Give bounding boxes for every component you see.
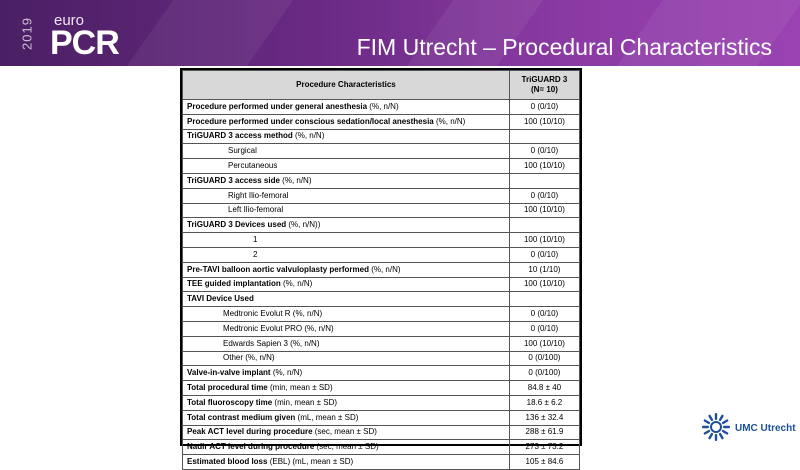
table-header-row [183,71,580,100]
table-row [183,307,580,322]
table-row [183,440,580,455]
row-label [183,247,510,262]
row-value [509,292,579,307]
row-label-note: (%, n/N) [279,175,312,185]
europcr-logo [8,6,128,62]
row-label [183,381,510,396]
table-row [183,292,580,307]
row-label-bold: Procedure performed under conscious sedation/local anesthesia [187,116,434,126]
row-label-note: Other (%, n/N) [223,353,275,363]
table-row [183,129,580,144]
row-label-note: Medtronic Evolut R (%, n/N) [223,309,323,319]
table-row [183,410,580,425]
row-label-note: (%, n/N) [280,279,313,289]
procedure-table [182,70,580,470]
row-label-note: (%, n/N)) [286,220,321,230]
table-row [183,247,580,262]
table-row [183,100,580,115]
row-value: 0 (0/10) [509,321,579,336]
row-value: 100 (10/10) [509,114,579,129]
row-value: 0 (0/10) [509,247,579,262]
row-label-note: 1 [253,235,258,245]
row-value: 105 ± 84.6 [509,455,579,470]
row-label-bold: Total contrast medium given [187,412,296,422]
row-label [183,144,510,159]
table-row [183,188,580,203]
row-label [183,218,510,233]
row-label-bold: Nadir ACT level during procedure [187,442,315,452]
row-value: 0 (0/10) [509,188,579,203]
row-value: 100 (10/10) [509,233,579,248]
table-row [183,336,580,351]
table-body [183,100,580,470]
row-value: 100 (10/10) [509,277,579,292]
row-value: 0 (0/10) [509,307,579,322]
table-row [183,395,580,410]
umc-sun-icon [702,413,730,441]
logo-pcr: PCR [50,24,119,62]
row-label [183,321,510,336]
row-label [183,351,510,366]
logo-euro: euro [54,12,85,29]
procedure-table-container [180,68,582,467]
row-label [183,233,510,248]
row-label-bold: Pre-TAVI balloon aortic valvuloplasty performed [187,264,369,274]
row-label-note: (%, n/N) [433,116,466,126]
row-value: 18.6 ± 6.2 [509,395,579,410]
row-value: 100 (10/10) [509,203,579,218]
banner-decoration [127,0,293,66]
row-label [183,366,510,381]
row-label-note: (sec, mean ± SD) [314,442,379,452]
row-value: 136 ± 32.4 [509,410,579,425]
table-row [183,425,580,440]
row-value: 0 (0/10) [509,144,579,159]
umc-utrecht-label: UMC Utrecht [735,423,796,434]
row-label [183,100,510,115]
row-label-bold: Total procedural time [187,383,268,393]
slide-title: FIM Utrecht – Procedural Characteristics [356,34,772,60]
table-row [183,277,580,292]
row-label-note: (mL, mean ± SD) [295,412,359,422]
row-label [183,425,510,440]
table-row [183,321,580,336]
row-label [183,203,510,218]
table-row [183,114,580,129]
row-value: 10 (1/10) [509,262,579,277]
table-row [183,381,580,396]
table-row [183,159,580,174]
table-row [183,366,580,381]
row-value: 0 (0/100) [509,351,579,366]
row-value: 273 ± 73.2 [509,440,579,455]
table-row [183,455,580,470]
row-label-bold: TriGUARD 3 Devices used [187,220,287,230]
row-value: 288 ± 61.9 [509,425,579,440]
row-label-note: (%, n/N) [270,368,303,378]
row-label-bold: Procedure performed under general anesthesia [187,101,368,111]
row-label [183,440,510,455]
row-label [183,159,510,174]
row-label-note: Percutaneous [228,161,278,171]
table-row [183,262,580,277]
table-row [183,218,580,233]
row-value: 100 (10/10) [509,159,579,174]
row-value: 0 (0/100) [509,366,579,381]
row-label-bold: TAVI Device Used [187,294,254,304]
row-label [183,262,510,277]
row-value [509,129,579,144]
row-value: 0 (0/10) [509,100,579,115]
row-label-note: Left Ilio-femoral [228,205,284,215]
header-triguard [509,71,579,100]
row-label-bold: TriGUARD 3 access side [187,175,280,185]
row-label [183,410,510,425]
row-label [183,129,510,144]
row-label [183,188,510,203]
row-label-bold: Valve-in-valve implant [187,368,271,378]
row-label [183,336,510,351]
row-label [183,277,510,292]
row-label-note: (min, mean ± SD) [267,383,333,393]
table-row [183,203,580,218]
row-label-note: (%, n/N) [292,131,325,141]
row-label-note: (%, n/N) [368,264,401,274]
logo-year: 2019 [19,17,35,50]
row-label-note: (%, n/N) [367,101,399,111]
header-triguard-name: TriGUARD 3 [521,75,568,84]
row-label [183,455,510,470]
row-label-bold: TEE guided implantation [187,279,281,289]
header-triguard-n: (N= 10) [530,85,558,94]
row-value: 84.8 ± 40 [509,381,579,396]
row-label-bold: TriGUARD 3 access method [187,131,293,141]
row-label-note: Edwards Sapien 3 (%, n/N) [223,338,320,348]
row-label-note: Right Ilio-femoral [228,190,289,200]
row-label [183,395,510,410]
row-label-bold: Peak ACT level during procedure [187,427,313,437]
row-label-note: (EBL) (mL, mean ± SD) [267,457,354,467]
row-label-bold: Estimated blood loss [187,457,268,467]
row-label-note: Surgical [228,146,257,156]
table-row [183,144,580,159]
table-row [183,233,580,248]
row-label [183,292,510,307]
table-row [183,351,580,366]
row-label-bold: Total fluoroscopy time [187,397,273,407]
row-value [509,173,579,188]
header-procedure-characteristics: Procedure Characteristics [183,71,510,100]
row-label-note: Medtronic Evolut PRO (%, n/N) [223,323,334,333]
row-value [509,218,579,233]
table-row [183,173,580,188]
row-label [183,114,510,129]
row-label [183,307,510,322]
row-label [183,173,510,188]
header-banner [0,0,800,66]
row-label-note: 2 [253,249,258,259]
row-value: 100 (10/10) [509,336,579,351]
row-label-note: (sec, mean ± SD) [312,427,377,437]
row-label-note: (min, mean ± SD) [272,397,338,407]
